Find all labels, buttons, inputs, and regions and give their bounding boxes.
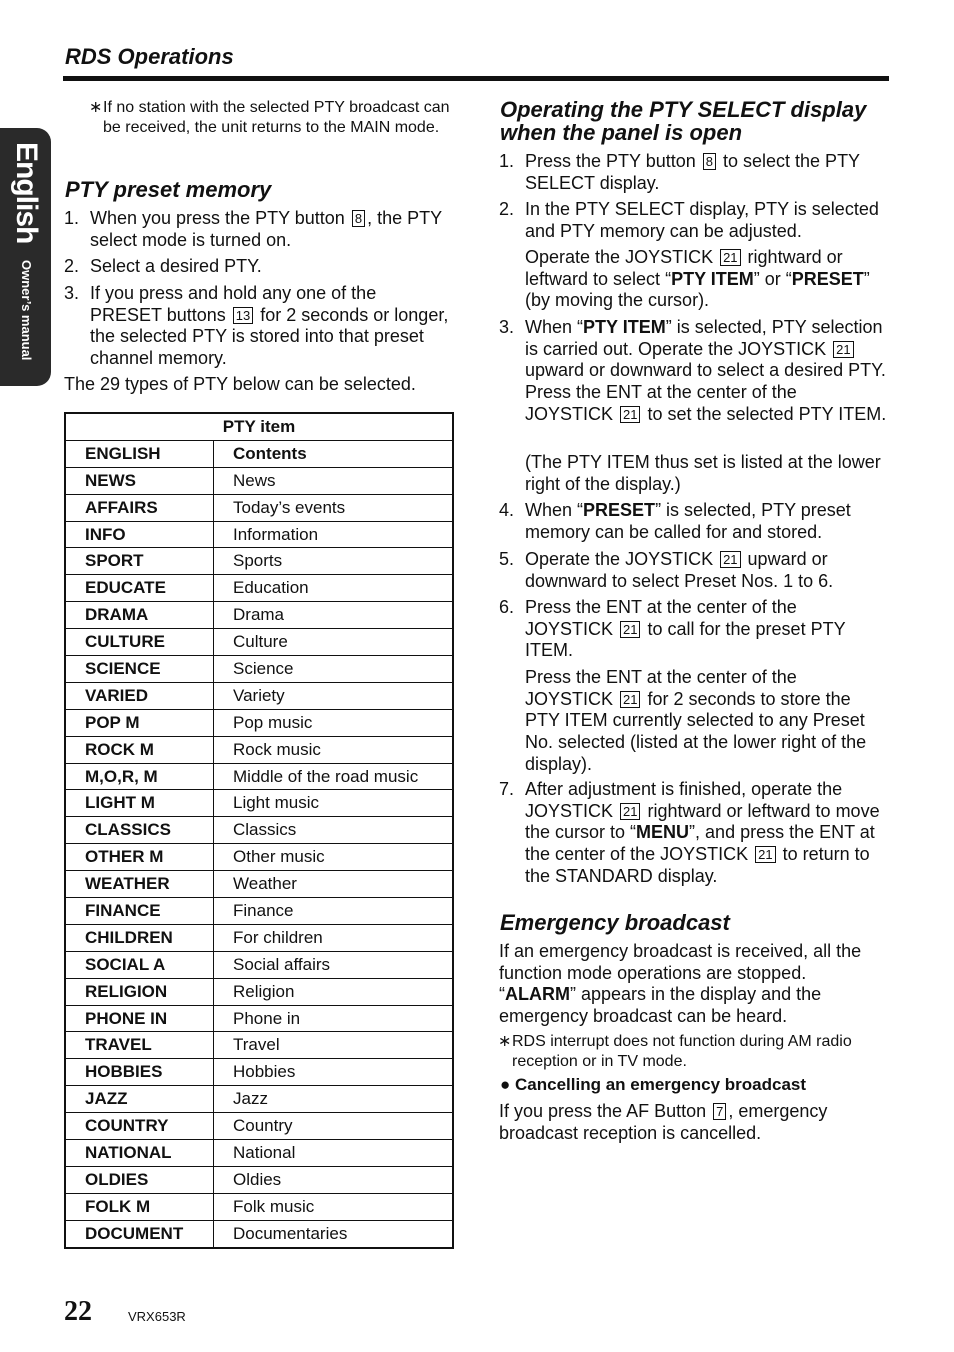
emergency-broadcast-heading: Emergency broadcast — [500, 910, 730, 935]
pty-contents: National — [214, 1140, 454, 1167]
emergency-text: If an emergency broadcast is received, all the function mode operations are stopped. “ALARM” appears in the display and the emergency broadcast can be heard. — [499, 941, 862, 1027]
col-header-contents: Contents — [214, 440, 454, 467]
pty-contents: Country — [214, 1113, 454, 1140]
table-row — [65, 871, 453, 898]
pty-contents: Middle of the road music — [214, 763, 454, 790]
page-number: 22 — [64, 1296, 92, 1327]
pty-contents: Jazz — [214, 1086, 454, 1113]
af-button-7-key: 7 — [713, 1103, 726, 1120]
pty-contents: News — [214, 467, 454, 494]
right-step-6-detail: Press the ENT at the center of the JOYSTICK 21 for 2 seconds to store the PTY ITEM currently selected to any Preset No. selected (listed at the lower right of the display). — [525, 667, 867, 774]
pty-code: JAZZ — [65, 1086, 214, 1113]
pty-code: VARIED — [65, 682, 214, 709]
pty-code: NATIONAL — [65, 1140, 214, 1167]
joystick-21-key: 21 — [833, 341, 853, 358]
pty-contents: Variety — [214, 682, 454, 709]
left-step-3: 3. If you press and hold any one of the PRESET buttons 13 for 2 seconds or longer, the selected PTY is stored into that preset channel memory. — [64, 283, 449, 369]
cancel-emergency-text: If you press the AF Button 7 , emergency broadcast reception is cancelled. — [499, 1101, 828, 1143]
table-row — [65, 1193, 453, 1220]
pty-contents: Today’s events — [214, 494, 454, 521]
table-row — [65, 494, 453, 521]
pty-contents: Light music — [214, 790, 454, 817]
table-row — [65, 1113, 453, 1140]
pty-code: ROCK M — [65, 736, 214, 763]
table-row — [65, 682, 453, 709]
pty-code: WEATHER — [65, 871, 214, 898]
pty-code: SCIENCE — [65, 656, 214, 683]
model-number: VRX653R — [128, 1309, 186, 1324]
pty-code: CLASSICS — [65, 817, 214, 844]
title-rule — [63, 76, 889, 81]
pty-code: POP M — [65, 709, 214, 736]
right-step-7: 7. After adjustment is finished, operate the JOYSTICK 21 rightward or leftward to move the cursor to “MENU”, and press the ENT at the center of the JOYSTICK 21 to return to the STANDARD display. — [499, 779, 880, 886]
note-text: If no station with the selected PTY broadcast can be received, the unit returns to the MAIN mode. — [103, 99, 450, 136]
right-step-5: 5. Operate the JOYSTICK 21 upward or downward to select Preset Nos. 1 to 6. — [499, 549, 834, 591]
right-step-3-detail: (The PTY ITEM thus set is listed at the lower right of the display.) — [525, 452, 881, 494]
table-row — [65, 898, 453, 925]
table-row — [65, 1059, 453, 1086]
joystick-21-key: 21 — [620, 691, 640, 708]
joystick-21-key: 21 — [620, 406, 640, 423]
pty-contents: Culture — [214, 629, 454, 656]
table-row — [65, 924, 453, 951]
pty-contents: Travel — [214, 1032, 454, 1059]
right-step-2: 2. In the PTY SELECT display, PTY is selected and PTY memory can be adjusted. — [499, 199, 879, 241]
note-asterisk: ∗ — [89, 99, 103, 116]
note-asterisk: ∗ — [498, 1033, 512, 1050]
table-row — [65, 656, 453, 683]
emergency-note: ∗ RDS interrupt does not function during AM radio reception or in TV mode. — [498, 1033, 852, 1070]
pty-code: PHONE IN — [65, 1005, 214, 1032]
pty-code: HOBBIES — [65, 1059, 214, 1086]
table-row — [65, 1220, 453, 1247]
table-row — [65, 709, 453, 736]
pty-contents: Finance — [214, 898, 454, 925]
button-8-key: 8 — [352, 210, 365, 227]
table-row — [65, 736, 453, 763]
right-step-3: 3. When “PTY ITEM” is selected, PTY selection is carried out. Operate the JOYSTICK 21 upward or downward to select a desired PTY. Press the ENT at the center of the JOYSTICK 21 to set the selected PTY ITEM. — [499, 317, 887, 424]
pty-code: OTHER M — [65, 844, 214, 871]
table-row — [65, 978, 453, 1005]
left-step-1: 1. When you press the PTY button 8 , the PTY select mode is turned on. — [64, 208, 442, 250]
table-row — [65, 521, 453, 548]
joystick-21-key: 21 — [755, 846, 775, 863]
bullet-icon: ● — [500, 1075, 511, 1094]
table-header-row — [65, 440, 453, 467]
language-tab — [0, 128, 51, 386]
table-row — [65, 548, 453, 575]
pty-table — [64, 412, 454, 1249]
pty-contents: Sports — [214, 548, 454, 575]
left-step-2: 2. Select a desired PTY. — [64, 256, 262, 276]
col-header-english: ENGLISH — [65, 440, 214, 467]
pty-contents: Weather — [214, 871, 454, 898]
pty-code: SPORT — [65, 548, 214, 575]
pty-contents: Science — [214, 656, 454, 683]
pty-code: INFO — [65, 521, 214, 548]
pty-code: CHILDREN — [65, 924, 214, 951]
table-row — [65, 763, 453, 790]
table-row — [65, 1086, 453, 1113]
pty-select-heading: Operating the PTY SELECT display when the panel is open — [500, 97, 867, 145]
pty-contents: Pop music — [214, 709, 454, 736]
section-title: RDS Operations — [65, 44, 234, 69]
pty-code: FOLK M — [65, 1193, 214, 1220]
table-caption-row — [65, 413, 453, 440]
pty-code: TRAVEL — [65, 1032, 214, 1059]
pty-contents: Social affairs — [214, 951, 454, 978]
table-row — [65, 817, 453, 844]
joystick-21-key: 21 — [720, 249, 740, 266]
pty-contents: Religion — [214, 978, 454, 1005]
manual-label: Owner’s manual — [19, 260, 34, 361]
pty-code: DOCUMENT — [65, 1220, 214, 1247]
table-row — [65, 629, 453, 656]
pty-contents: Information — [214, 521, 454, 548]
pty-contents: Classics — [214, 817, 454, 844]
table-row — [65, 1166, 453, 1193]
table-caption: PTY item — [65, 413, 453, 440]
pty-code: CULTURE — [65, 629, 214, 656]
pty-contents: Oldies — [214, 1166, 454, 1193]
table-row — [65, 1140, 453, 1167]
pty-types-intro: The 29 types of PTY below can be selected. — [64, 374, 416, 394]
table-row — [65, 844, 453, 871]
pty-code: DRAMA — [65, 602, 214, 629]
table-row — [65, 951, 453, 978]
pty-contents: Other music — [214, 844, 454, 871]
pty-contents: Folk music — [214, 1193, 454, 1220]
pty-code: COUNTRY — [65, 1113, 214, 1140]
right-step-4: 4. When “PRESET” is selected, PTY preset memory can be called for and stored. — [499, 500, 851, 542]
pty-code: FINANCE — [65, 898, 214, 925]
right-step-6: 6. Press the ENT at the center of the JOYSTICK 21 to call for the preset PTY ITEM. — [499, 597, 846, 661]
pty-code: NEWS — [65, 467, 214, 494]
main-mode-note — [89, 98, 458, 138]
cancel-emergency-heading: ● Cancelling an emergency broadcast — [500, 1075, 807, 1094]
pty-contents: Hobbies — [214, 1059, 454, 1086]
right-step-2-detail: Operate the JOYSTICK 21 rightward or leftward to select “PTY ITEM” or “PRESET” (by moving the cursor). — [525, 247, 870, 311]
pty-code: EDUCATE — [65, 575, 214, 602]
joystick-21-key: 21 — [720, 551, 740, 568]
right-step-1: 1. Press the PTY button 8 to select the PTY SELECT display. — [499, 151, 860, 193]
pty-code: OLDIES — [65, 1166, 214, 1193]
pty-contents: Documentaries — [214, 1220, 454, 1247]
table-row — [65, 1005, 453, 1032]
pty-code: M,O,R, M — [65, 763, 214, 790]
pty-contents: Education — [214, 575, 454, 602]
pty-preset-memory-heading: PTY preset memory — [65, 177, 272, 202]
table-row — [65, 467, 453, 494]
table-row — [65, 602, 453, 629]
joystick-21-key: 21 — [620, 621, 640, 638]
button-8-key: 8 — [703, 153, 716, 170]
table-row — [65, 575, 453, 602]
table-row — [65, 1032, 453, 1059]
language-label: English — [10, 142, 43, 244]
pty-code: SOCIAL A — [65, 951, 214, 978]
pty-code: LIGHT M — [65, 790, 214, 817]
pty-contents: Phone in — [214, 1005, 454, 1032]
pty-contents: Rock music — [214, 736, 454, 763]
button-13-key: 13 — [233, 307, 253, 324]
pty-code: AFFAIRS — [65, 494, 214, 521]
pty-contents: For children — [214, 924, 454, 951]
pty-contents: Drama — [214, 602, 454, 629]
table-row — [65, 790, 453, 817]
joystick-21-key: 21 — [620, 803, 640, 820]
pty-code: RELIGION — [65, 978, 214, 1005]
